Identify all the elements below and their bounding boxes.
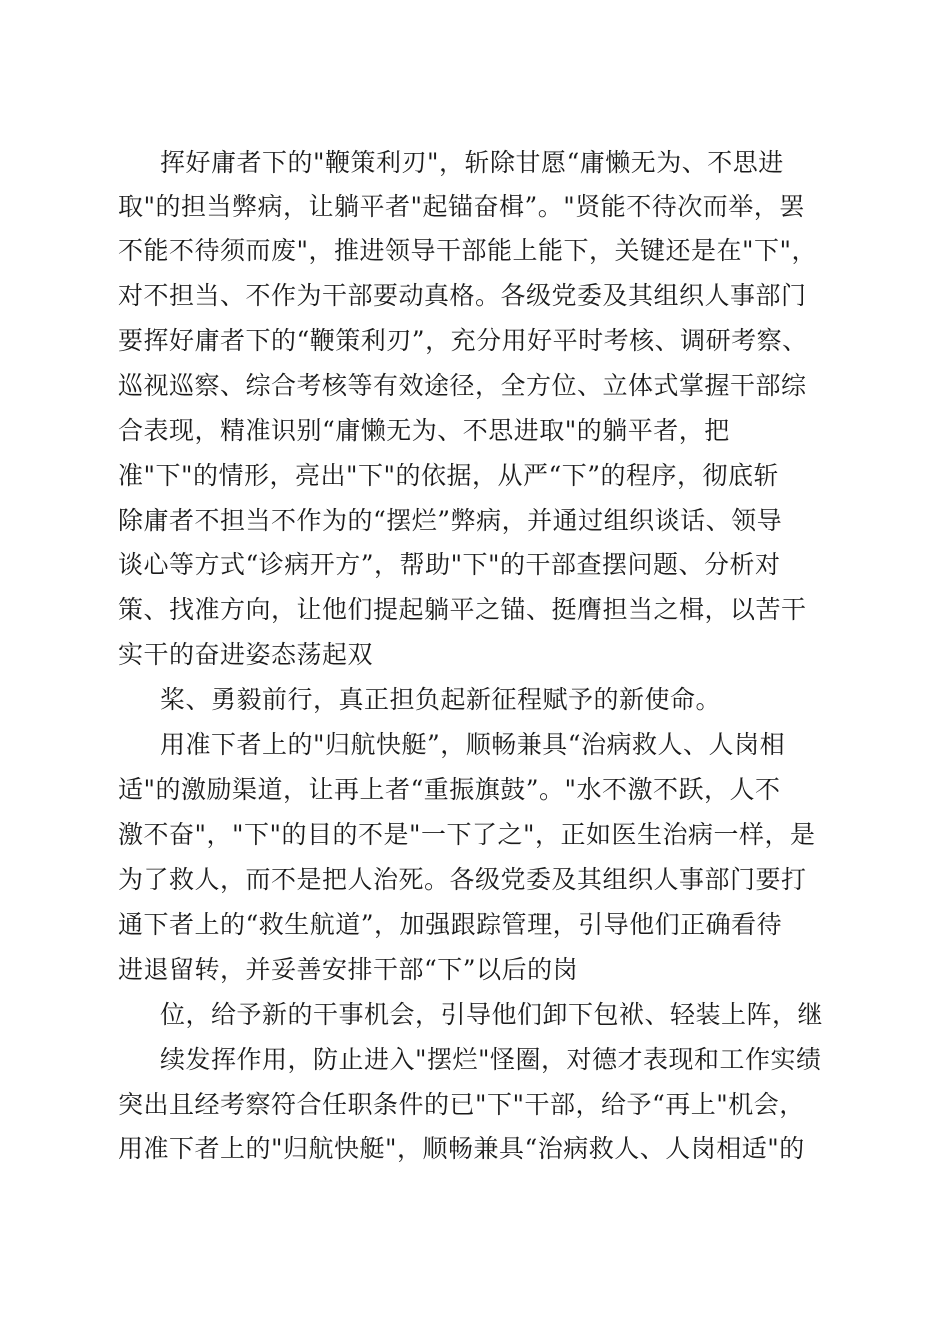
paragraph-line: 取"的担当弊病，让躺平者"起锚奋楫”。"贤能不待次而举，罢 (118, 192, 805, 221)
paragraph-line: 用准下者上的"归航快艇"，顺畅兼具“治病救人、人岗相适"的 (118, 1134, 805, 1163)
paragraph-line: 激不奋"，"下"的目的不是"一下了之"，正如医生治病一样，是 (118, 820, 816, 849)
paragraph-line: 不能不待须而废"，推进领导干部能上能下，关键还是在"下"， (118, 236, 817, 265)
paragraph-line: 突出且经考察符合任职条件的已"下"干部，给予“再上"机会， (118, 1090, 805, 1119)
paragraph-line: 桨、勇毅前行，真正担负起新征程赋予的新使命。 (160, 685, 722, 714)
paragraph-line: 位，给予新的干事机会，引导他们卸下包袱、轻装上阵，继 (160, 1000, 824, 1029)
paragraph-line: 准"下"的情形，亮出"下"的依据，从严“下”的程序，彻底斩 (118, 461, 780, 490)
paragraph-line: 挥好庸者下的"鞭策利刃"，斩除甘愿“庸懒无为、不思进 (160, 148, 784, 177)
paragraph-line: 谈心等方式“诊病开方”，帮助"下"的干部查摆问题、分析对 (118, 550, 781, 579)
paragraph-line: 用准下者上的"归航快艇”，顺畅兼具“治病救人、人岗相 (160, 730, 786, 759)
paragraph-line: 策、找准方向，让他们提起躺平之锚、挺膺担当之楫，以苦干 (118, 595, 807, 624)
paragraph-line: 巡视巡察、综合考核等有效途径，全方位、立体式掌握干部综 (118, 371, 807, 400)
paragraph-line: 通下者上的“救生航道”，加强跟踪管理，引导他们正确看待 (118, 910, 783, 939)
paragraph-line: 进退留转，并妥善安排干部“下”以后的岗 (118, 955, 579, 984)
paragraph-line: 续发挥作用，防止进入"摆烂"怪圈，对德才表现和工作实绩 (160, 1045, 822, 1074)
paragraph-line: 实干的奋进姿态荡起双 (118, 640, 374, 669)
paragraph-line: 合表现，精准识别“庸懒无为、不思进取"的躺平者，把 (118, 416, 730, 445)
paragraph-line: 除庸者不担当不作为的“摆烂”弊病，并通过组织谈话、领导 (118, 506, 783, 535)
paragraph-line: 为了救人，而不是把人治死。各级党委及其组织人事部门要打 (118, 865, 807, 894)
paragraph-line: 适"的激励渠道，让再上者“重振旗鼓”。"水不激不跃，人不 (118, 775, 781, 804)
paragraph-line: 要挥好庸者下的“鞭策利刃”，充分用好平时考核、调研考察、 (118, 326, 808, 355)
paragraph-line: 对不担当、不作为干部要动真格。各级党委及其组织人事部门 (118, 281, 807, 310)
